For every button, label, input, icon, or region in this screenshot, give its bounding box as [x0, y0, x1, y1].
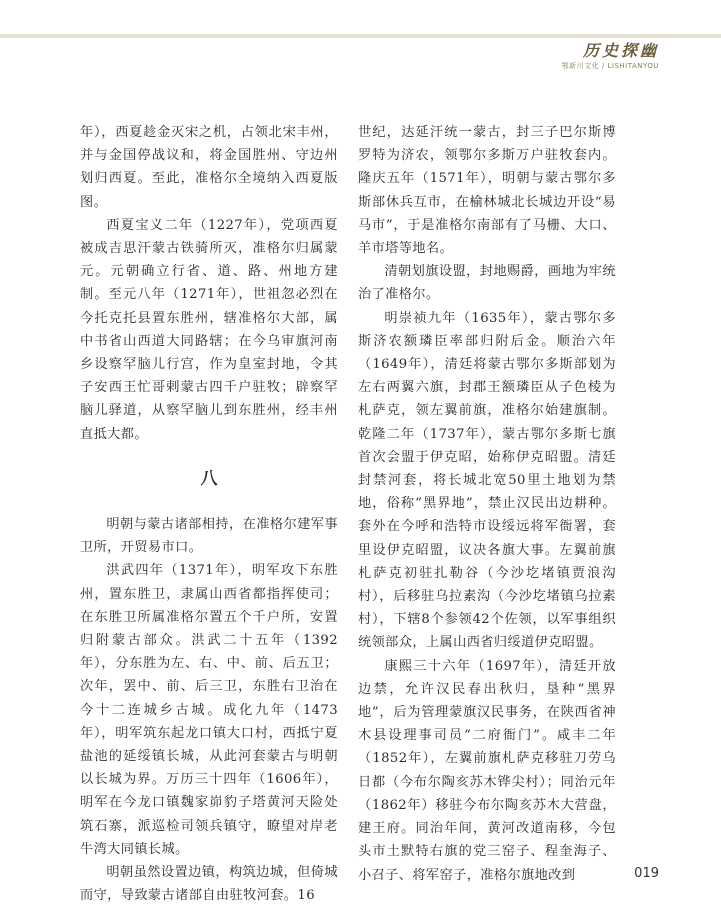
column-subtitle: 鄂新川文化 / LISHITANYOU	[561, 62, 659, 70]
section-heading: 八	[200, 468, 218, 489]
paragraph: 洪武四年（1371年），明军攻下东胜州，置东胜卫，隶属山西省都指挥使司；在东胜卫所属准格尔置五个千户所，安置归附蒙古部众。洪武二十五年（1392年），分东胜为左、右、中、前、后五卫；次年，罢中、前、后三卫，东胜右卫治在今十二连城乡古城。成化九年（1473年），明军筑东起龙口镇大口村，西抵宁夏盐池的延绥镇长城，从此河套蒙古与明朝以长城为界。万历三十四年（1606年），明军在今龙口镇魏家峁豹子塔黄河天险处筑石寨，派巡检司领兵镇守，瞭望对岸老牛湾大同镇长城。	[80, 563, 338, 857]
paragraph: 年），西夏趁金灭宋之机，占领北宋丰州，并与金国停战议和，将金国胜州、守边州划归西夏。至此，准格尔全境纳入西夏版图。	[80, 125, 338, 210]
column-title: 历史探幽	[582, 41, 659, 60]
paragraph: 清朝划旗设盟，封地赐爵，画地为牢统治了准格尔。	[358, 264, 616, 303]
page-header	[0, 0, 721, 72]
right-column	[358, 121, 616, 887]
paragraph: 康熙三十六年（1697年），清廷开放边禁，允许汉民春出秋归，垦种“黑界地”，后为管理蒙旗汉民事务，在陕西省神木县设理事司员“二府衙门”。咸丰二年（1852年），左翼前旗札萨克移驻刀劳乌日都（今布尔陶亥苏木铧尖村）；同治元年（1862年）移驻今布尔陶亥苏木大营盘，建王府。同治年间，黄河改道南移，今包头市土默特右旗的党三窑子、程奎海子、小召子、将军窑子，准格尔旗地改到	[358, 658, 616, 883]
paragraph: 明崇祯九年（1635年），蒙古鄂尔多斯济农额璘臣率部归附后金。顺治六年（1649年），清廷将蒙古鄂尔多斯部划为左右两翼六旗，封郡王额璘臣从子色棱为札萨克，领左翼前旗，准格尔始建旗制。乾隆二年（1737年），蒙古鄂尔多斯七旗首次会盟于伊克昭，始称伊克昭盟。清廷封禁河套，将长城北宽50里土地划为禁地，俗称“黑界地”，禁止汉民出边耕种。套外在今呼和浩特市设绥远将军衙署，套里设伊克昭盟，议决各旗大事。左翼前旗札萨克初驻扎勒谷（今沙圪堵镇贾浪沟村），后移驻乌拉素沟（今沙圪堵镇乌拉素村），下辖8个参领42个佐领，以军事组织统领部众，上属山西省归绥道伊克昭盟。	[358, 310, 616, 651]
paragraph: 西夏宝义二年（1227年），党项西夏被成吉思汗蒙古铁骑所灭，准格尔归属蒙元。元朝确立行省、道、路、州地方建制。至元八年（1271年），世祖忽必烈在今托克托县置东胜州，辖准格尔大部，属中书省山西道大同路辖；在今乌审旗河南乡设察罕脑儿行宫，作为皇室封地，令其子安西王忙哥剌蒙古四千户驻牧；辟察罕脑儿驿道，从察罕脑儿到东胜州，经丰州直抵大都。	[80, 217, 338, 442]
page-number: 019	[634, 866, 659, 881]
left-column	[80, 121, 338, 908]
paragraph: 世纪，达延汗统一蒙古，封三子巴尔斯博罗特为济农，领鄂尔多斯万户驻牧套内。隆庆五年（1571年），明朝与蒙古鄂尔多斯部休兵互市，在榆林城北长城边开设“易马市”，于是准格尔南部有了马栅、大口、羊市塔等地名。	[358, 125, 616, 257]
paragraph: 明朝与蒙古诸部相持，在准格尔建军事卫所，开贸易市口。	[80, 517, 338, 556]
paragraph: 明朝虽然设置边镇，构筑边城，但倚城而守，导致蒙古诸部自由驻牧河套。16	[80, 865, 338, 904]
